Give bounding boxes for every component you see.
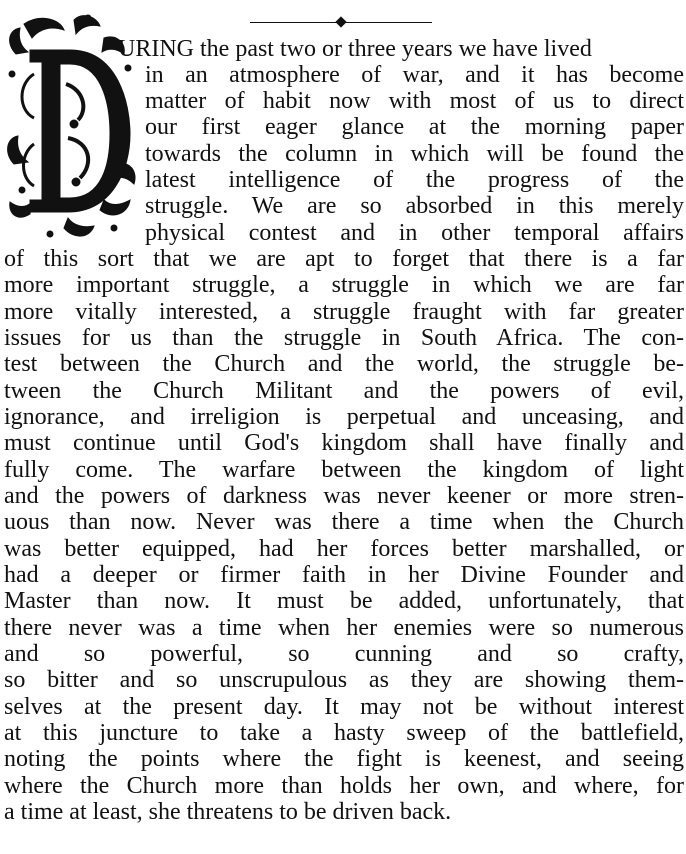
rule-diamond-ornament [335,16,346,27]
text-line: more important struggle, a struggle in which we are far [4,272,684,298]
text-line: of this sort that we are apt to forget that there is a far [4,246,684,272]
text-line: in an atmosphere of war, and it has become [145,62,684,88]
text-line: physical contest and in other temporal affairs [145,220,684,246]
text-line: latest intelligence of the progress of the [145,167,684,193]
text-line: at this juncture to take a hasty sweep of the battlefield, [4,720,684,746]
text-line: struggle. We are so absorbed in this merely [145,193,684,219]
text-line: tween the Church Militant and the powers of evil, [4,378,684,404]
text-line: had a deeper or firmer faith in her Divine Founder and [4,562,684,588]
text-line: there never was a time when her enemies were so numerous [4,615,684,641]
text-line: fully come. The warfare between the kingdom of light [4,457,684,483]
text-line: our first eager glance at the morning paper [145,114,684,140]
last-line: a time at least, she threatens to be driven back. [4,799,452,825]
text-line: matter of habit now with most of us to direct [145,88,684,114]
text-line: must continue until God's kingdom shall have finally and [4,430,684,456]
line-text: URING the past two or three years we have lived [118,36,592,62]
text-line: and so powerful, so cunning and so crafty, [4,641,684,667]
text-line: test between the Church and the world, the struggle be- [4,351,684,377]
text-line: so bitter and so unscrupulous as they are showing them- [4,667,684,693]
text-line: towards the column in which will be found the [145,141,684,167]
text-line: uous than now. Never was there a time when the Church [4,509,684,535]
text-line: was better equipped, had her forces better marshalled, or [4,536,684,562]
text-line: noting the points where the fight is keenest, and seeing [4,746,684,772]
text-line: where the Church more than holds her own, and where, for [4,773,684,799]
text-line: Master than now. It must be added, unfortunately, that [4,588,684,614]
text-line: selves at the present day. It may not be without interest [4,694,684,720]
first-line [118,36,684,62]
text-line: ignorance, and irreligion is perpetual and unceasing, and [4,404,684,430]
text-line: and the powers of darkness was never keener or more stren- [4,483,684,509]
text-line: issues for us than the struggle in South Africa. The con- [4,325,684,351]
text-line: more vitally interested, a struggle fraught with far greater [4,299,684,325]
